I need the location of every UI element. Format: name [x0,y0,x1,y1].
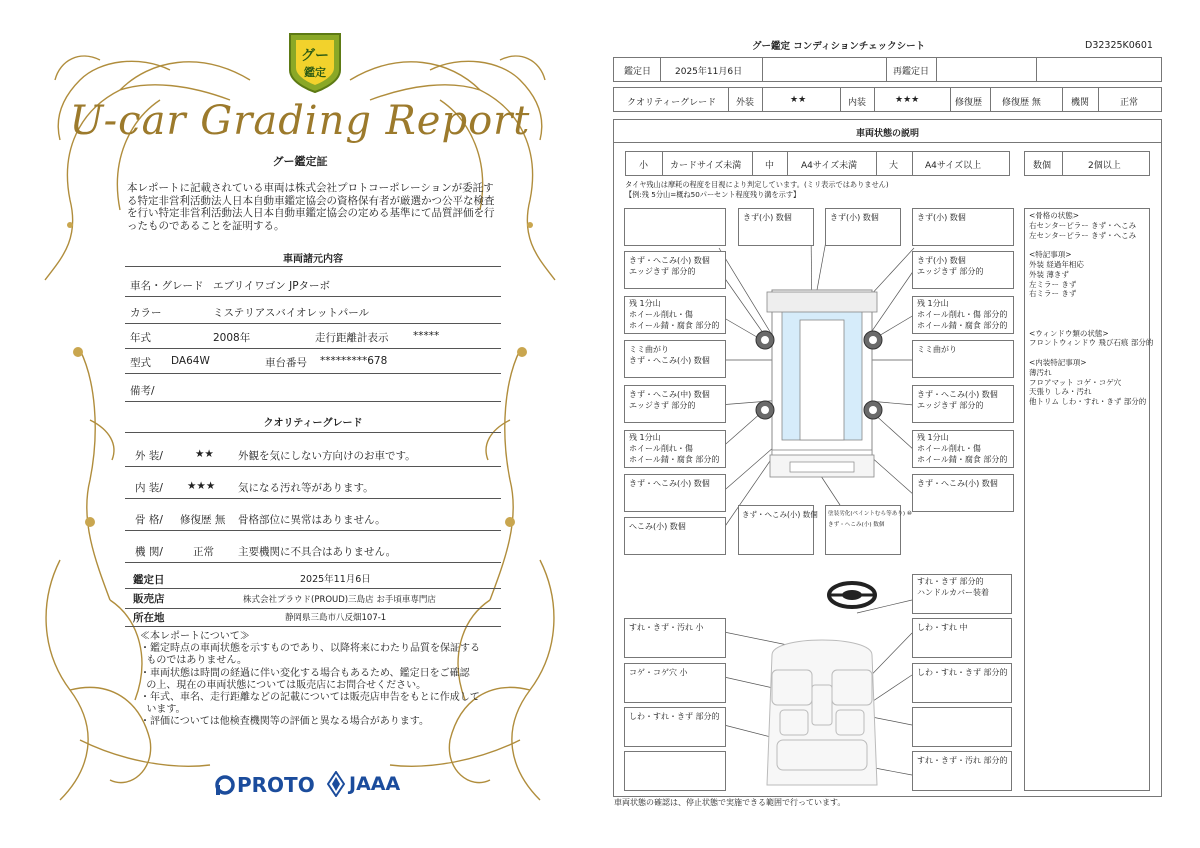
goo-kantei-badge-icon [286,30,344,94]
report-title: U-car Grading Report [69,98,531,144]
qg-label: クオリティーグレード [627,98,717,108]
note-line: ・鑑定時点の車両状態を示すものであり、以降将来にわたり品質を保証する [140,643,480,655]
spec-row-remarks [125,375,501,402]
quality-desc: 外観を気にしない方向けのお車です。 [238,450,416,462]
size-medium: 中 [765,161,775,171]
chassis-label: 車台番号 [265,357,307,369]
dealer-row [125,588,501,609]
notes-panel [1024,208,1154,791]
notes-line: <ウィンドウ類の状態> [1029,328,1109,338]
damage-box-right-4: ミミ曲がり [912,340,1014,378]
notes-line: <内装特記事項> [1029,357,1087,367]
address-row [125,608,501,627]
notes-line [1029,309,1153,319]
note-line: います。 [140,704,186,716]
appraisal-row [125,566,501,589]
ext-value: ★★ [790,95,807,105]
damage-box-left-2: きず・へこみ(小) 数個 エッジきず 部分的 [624,251,726,289]
interior-box-left-1: すれ・きず・汚れ 小 [624,618,726,658]
reappraisal-label: 再鑑定日 [893,67,930,77]
interior-box-left-3: しわ・すれ・きず 部分的 [624,707,726,747]
notes-line: 天張り しみ・汚れ [1029,387,1092,397]
note-line: の上、現在の車両状態については販売店にお問合せください。 [140,679,427,691]
notes-line: 外装 薄きず [1029,269,1069,279]
quality-desc: 骨格部位に異常はありません。 [238,514,386,526]
dealer-value: 株式会社プラウド(PROUD)三島店 お手頃車専門店 [243,595,436,605]
quality-grade: 正常 [193,546,214,558]
quality-header: クオリティーグレード [263,418,363,429]
interior-box-left-4 [624,751,726,791]
size-medium-desc: A4サイズ未満 [801,161,858,171]
note-line: ≪本レポートについて≫ [140,631,250,642]
model-value: DA64W [171,355,210,367]
notes-line: 左ミラー きず [1029,279,1077,289]
notes-line: <骨格の状態> [1029,211,1080,220]
svg-text:鑑定: 鑑定 [304,66,326,79]
mileage-label: 走行距離計表示 [315,332,389,344]
certificate-subtitle: グー鑑定証 [272,155,328,168]
notes-line [1029,319,1153,329]
size-small: 小 [639,161,649,171]
size-small-desc: カードサイズ未満 [670,161,742,171]
damage-box-left-7: きず・へこみ(小) 数個 [624,474,726,512]
divider [125,266,501,267]
quality-row-interior [125,472,501,499]
interior-box-right-2: しわ・すれ 中 [912,618,1012,658]
proto-logo [215,772,315,798]
address-label: 所在地 [133,612,165,624]
divider [125,432,501,433]
damage-box-right-6: 残 1分山 ホイール削れ・傷 ホイール錆・腐食 部分的 [912,430,1014,468]
date-label: 鑑定日 [624,67,652,77]
model-label: 型式 [130,357,151,369]
year-label: 年式 [130,332,151,344]
size-large: 大 [889,161,899,171]
notes-line [1029,348,1153,358]
count-label: 数個 [1033,161,1052,171]
quality-grade: 修復歴 無 [180,514,226,526]
damage-box-right-5: きず・へこみ(小) 数個 エッジきず 部分的 [912,385,1014,423]
damage-box-left-3: 残 1分山 ホイール削れ・傷 ホイール錆・腐食 部分的 [624,296,726,334]
damage-box-right-3: 残 1分山 ホイール削れ・傷 部分的 ホイール錆・腐食 部分的 [912,296,1014,334]
spec-row-model [125,347,501,374]
int-value: ★★★ [895,95,920,105]
interior-box-right-3: しわ・すれ・きず 部分的 [912,663,1012,703]
color-label: カラー [130,307,162,319]
int-label: 内装 [848,98,867,108]
notes-line: <特記事項> [1029,250,1072,260]
notes-line: 右センターピラー きず・へこみ [1029,220,1137,230]
proto-logo-text: PROTO [237,773,315,797]
spec-header: 車両諸元内容 [283,254,343,265]
engine-label: 機関 [1071,98,1090,108]
damage-box-right-1: きず(小) 数個 [912,208,1014,246]
quality-label: 外 装/ [135,450,163,462]
remarks-label: 備考/ [130,385,155,397]
damage-box-left-1 [624,208,726,246]
notes-line: 左センターピラー きず・へこみ [1029,230,1137,240]
dealer-label: 販売店 [133,593,165,605]
notes-line: フロントウィンドウ 飛び石痕 部分的 [1029,338,1154,348]
appraisal-label: 鑑定日 [133,574,165,586]
quality-grade: ★★ [195,448,214,460]
quality-desc: 主要機関に不具合はありません。 [238,546,397,558]
sheet-title: グー鑑定 コンディションチェックシート [752,41,926,52]
report-notes [140,631,495,729]
spec-row-color [125,297,501,324]
interior-box-right-1: すれ・きず 部分的 ハンドルカバー装着 [912,574,1012,614]
quality-grade: ★★★ [187,480,216,492]
tire-example: 【例:残 5分山=概ね50パーセント程度残り溝を示す】 [625,190,801,199]
proto-mark-icon [215,774,235,796]
quality-desc: 気になる汚れ等があります。 [238,482,374,494]
quality-label: 内 装/ [135,482,163,494]
engine-value: 正常 [1120,98,1139,108]
section-title: 車両状態の説明 [855,129,919,139]
quality-row-frame [125,504,501,531]
quality-label: 骨 格/ [135,514,163,526]
jaaa-logo [327,770,400,798]
svg-text:グー: グー [301,48,329,64]
notes-line [1029,299,1153,309]
note-line: ものではありません。 [140,655,247,667]
notes-line: フロアマット コゲ・コゲ穴 [1029,377,1122,387]
damage-box-top-1: きず(小) 数個 [738,208,814,246]
damage-box-right-2: きず(小) 数個 エッジきず 部分的 [912,251,1014,289]
name-value: エブリイワゴン JPターボ [213,280,331,292]
document-id: D32325K0601 [1085,40,1153,51]
note-line: ・車両状態は時間の経過に伴い変化する場合もあるため、鑑定日をご確認 [140,667,470,679]
color-value: ミステリアスバイオレットパール [213,307,370,319]
quality-row-engine [125,536,501,563]
damage-box-right-7: きず・へこみ(小) 数個 [912,474,1014,512]
interior-box-right-4 [912,707,1012,747]
repair-label: 修復歴 [955,98,983,108]
count-value: 2個以上 [1088,161,1121,171]
notes-line: 外装 経過年相応 [1029,259,1084,269]
quality-label: 機 関/ [135,546,163,558]
repair-value: 修復歴 無 [1002,98,1041,108]
damage-box-bottom-2: 塗装劣化(ペイントむら等あり) ⑩ きず・へこみ(小) 数個 [825,505,901,555]
damage-box-left-8: へこみ(小) 数個 [624,517,726,555]
damage-box-left-6: 残 1分山 ホイール削れ・傷 ホイール錆・腐食 部分的 [624,430,726,468]
damage-box-left-5: きず・へこみ(中) 数個 エッジきず 部分的 [624,385,726,423]
certificate-statement: 本レポートに記載されている車両は株式会社プロトコーポレーションが委託する特定非営利活動法人日本自動車鑑定協会の資格保有者が厳選かつ公平な検査を行い特定非営利活動法人日本自動車鑑定協会の定める基準にて品質評価を行ったものであることを証明する。 [127,182,495,232]
ext-label: 外装 [736,98,755,108]
notes-line: 他トリム しわ・すれ・きず 部分的 [1029,397,1147,407]
mileage-value: ***** [413,330,440,342]
date-value: 2025年11月6日 [675,67,743,77]
jaaa-mark-icon [327,771,345,797]
chassis-value: *********678 [320,355,388,367]
interior-box-left-2: コゲ・コゲ穴 小 [624,663,726,703]
notes-line: 右ミラー きず [1029,289,1077,299]
name-label: 車名・グレード [130,280,204,292]
note-line: ・評価については他検査機関等の評価と異なる場合があります。 [140,716,429,728]
quality-row-exterior [125,440,501,467]
size-large-desc: A4サイズ以上 [925,161,982,171]
damage-box-left-4: ミミ曲がり きず・へこみ(小) 数個 [624,340,726,378]
damage-box-top-2: きず(小) 数個 [825,208,901,246]
notes-line [1029,240,1153,250]
year-value: 2008年 [213,332,251,344]
appraisal-value: 2025年11月6日 [300,574,371,585]
spec-row-year [125,322,501,349]
jaaa-logo-text: JAAA [349,773,401,795]
note-line: ・年式、車名、走行距離などの記載については販売店申告をもとに作成して [140,692,480,704]
damage-box-bottom-1: きず・へこみ(小) 数個 [738,505,814,555]
tire-note: タイヤ残山は摩耗の程度を目視により判定しています。(ミリ表示ではありません) [625,180,889,189]
address-value: 静岡県三島市八反畑107-1 [285,613,387,623]
spec-row-name [125,270,501,297]
notes-line: 薄汚れ [1029,367,1052,377]
interior-box-right-5: すれ・きず・汚れ 部分的 [912,751,1012,791]
footer-note: 車両状態の確認は、停止状態で実施できる範囲で行っています。 [614,798,846,807]
